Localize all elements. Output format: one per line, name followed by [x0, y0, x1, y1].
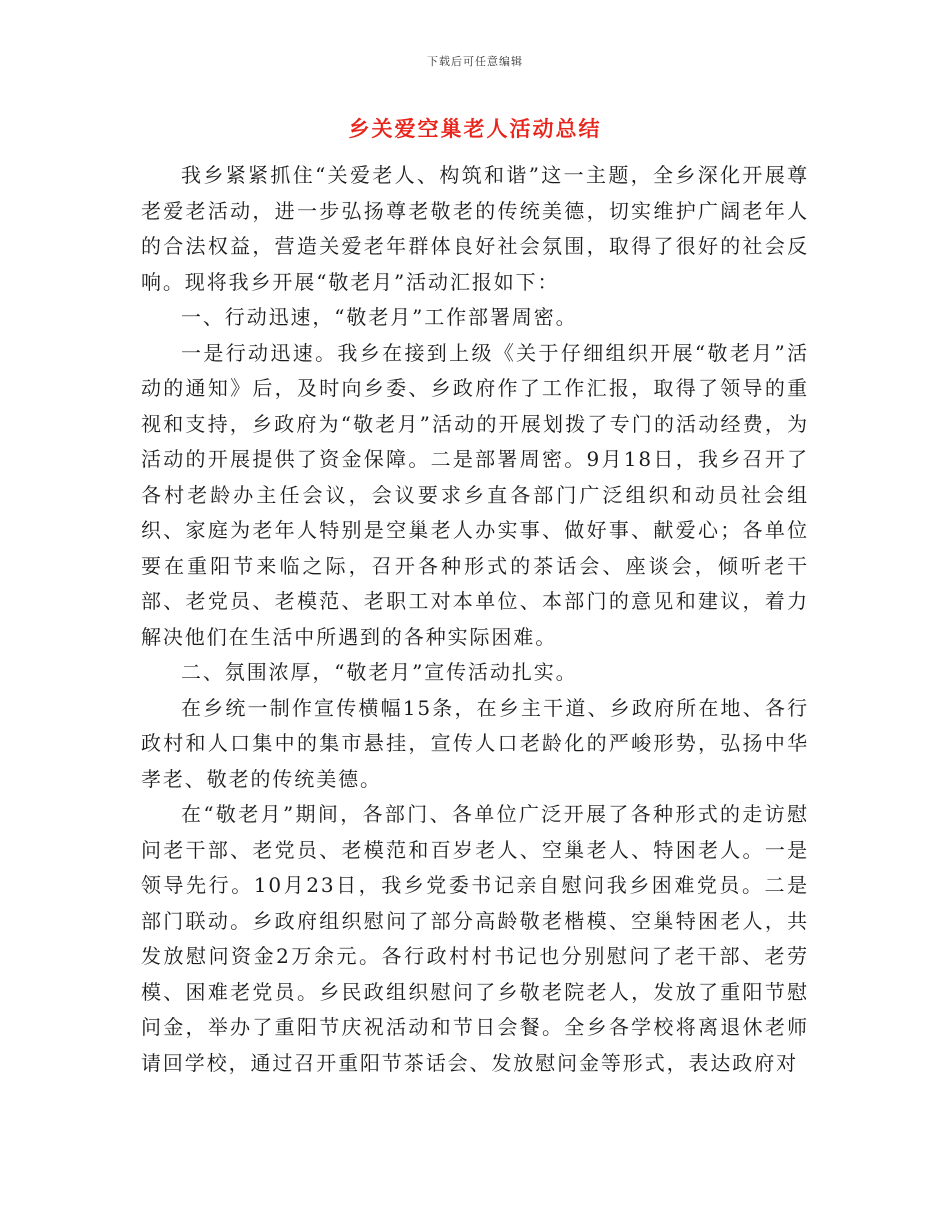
header-note: 下载后可任意编辑	[427, 55, 523, 68]
paragraph-visits: 在“敬老月”期间，各部门、各单位广泛开展了各种形式的走访慰问老干部、老党员、老模范和百岁老人、空巢老人、特困老人。一是领导先行。10月23日，我乡党委书记亲自慰问我乡困难党员。二是部门联动。乡政府组织慰问了部分高龄敬老楷模、空巢特困老人，共发放慰问资金2万余元。各行政村村书记也分别慰问了老干部、老劳模、困难老党员。乡民政组织慰问了乡敬老院老人，发放了重阳节慰问金，举办了重阳节庆祝活动和节日会餐。全乡各学校将离退休老师请回学校，通过召开重阳节茶话会、发放慰问金等形式，表达政府对	[141, 802, 809, 1075]
paragraph-section-1: 一是行动迅速。我乡在接到上级《关于仔细组织开展“敬老月”活动的通知》后，及时向乡委、乡政府作了工作汇报，取得了领导的重视和支持，乡政府为“敬老月”活动的开展划拨了专门的活动经费，为活动的开展提供了资金保障。二是部署周密。9月18日，我乡召开了各村老龄办主任会议，会议要求乡直各部门广泛组织和动员社会组织、家庭为老年人特别是空巢老人办实事、做好事、献爱心；各单位要在重阳节来临之际，召开各种形式的茶话会、座谈会，倾听老干部、老党员、老模范、老职工对本单位、本部门的意见和建议，着力解决他们在生活中所遇到的各种实际困难。	[141, 340, 809, 649]
section-heading-2: 二、氛围浓厚，“敬老月”宣传活动扎实。	[181, 660, 578, 684]
paragraph-publicity: 在乡统一制作宣传横幅15条，在乡主干道、乡政府所在地、各行政村和人口集中的集市悬挂，宣传人口老龄化的严峻形势，弘扬中华孝老、敬老的传统美德。	[141, 695, 809, 791]
section-heading-1: 一、行动迅速，“敬老月”工作部署周密。	[181, 305, 578, 329]
document-title: 乡关爱空巢老人活动总结	[348, 117, 602, 141]
paragraph-intro: 我乡紧紧抓住“关爱老人、构筑和谐”这一主题，全乡深化开展尊老爱老活动，进一步弘扬尊老敬老的传统美德，切实维护广阔老年人的合法权益，营造关爱老年群体良好社会氛围，取得了很好的社会反响。现将我乡开展“敬老月”活动汇报如下：	[141, 163, 809, 294]
document-body	[141, 158, 809, 1081]
